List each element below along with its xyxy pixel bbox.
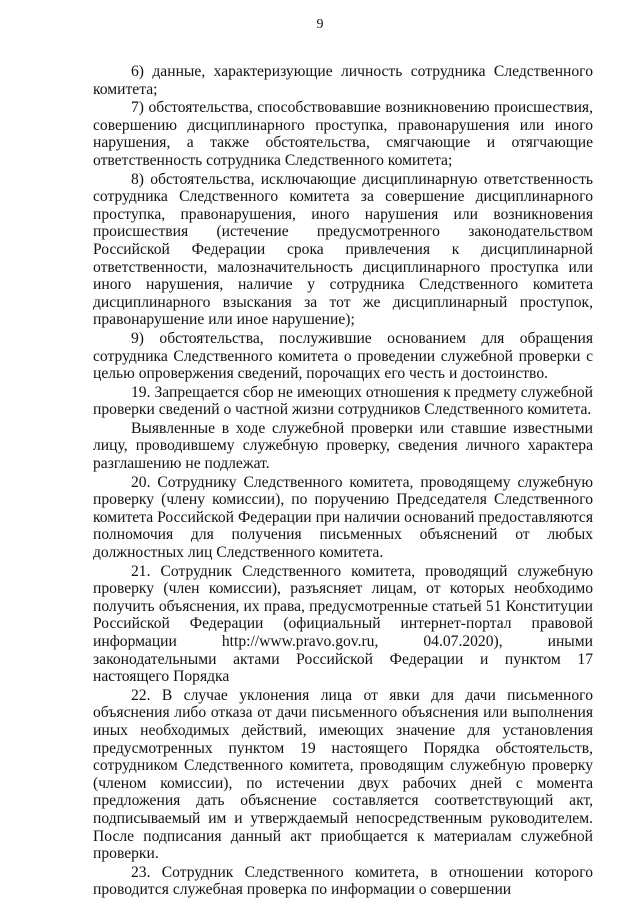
paragraph-item-9: 9) обстоятельства, послужившие основанием для обращения сотрудника Следственного комитета о проведении служебной проверки с целью опровержения сведений, порочащих его честь и достоинство. <box>93 329 593 383</box>
document-body <box>93 63 593 900</box>
paragraph-clause-20: 20. Сотруднику Следственного комитета, проводящему служебную проверку (члену комиссии), по поручению Председателя Следственного комитета Российской Федерации при наличии оснований предоставляются полномочия для получения письменных объяснений от любых должностных лиц Следственного комитета. <box>93 473 593 562</box>
paragraph-clause-23: 23. Сотрудник Следственного комитета, в отношении которого проводится служебная проверка по информации о совершении <box>93 863 593 899</box>
paragraph-clause-21: 21. Сотрудник Следственного комитета, проводящий служебную проверку (член комиссии), разъясняет лицам, от которых необходимо получить объяснения, их права, предусмотренные статьей 51 Конституции Российской Федерации (официальный интернет-портал правовой информации http://www.pravo.gov.ru, 04.07.2020), иными законодательными актами Российской Федерации и пунктом 17 настоящего Порядка <box>93 562 593 686</box>
paragraph-clause-22: 22. В случае уклонения лица от явки для дачи письменного объяснения либо отказа от дачи письменного объяснения или выполнения иных необходимых действий, имеющих значение для установления предусмотренных пунктом 19 настоящего Порядка обстоятельств, сотрудником Следственного комитета, проводящим служебную проверку (членом комиссии), по истечении двух рабочих дней с момента предложения дать объяснение составляется соответствующий акт, подписываемый им и утверждаемый непосредственным руководителем. После подписания данный акт приобщается к материалам служебной проверки. <box>93 686 593 863</box>
paragraph-item-6: 6) данные, характеризующие личность сотрудника Следственного комитета; <box>93 63 593 98</box>
paragraph-clause-19: 19. Запрещается сбор не имеющих отношения к предмету служебной проверки сведений о частной жизни сотрудников Следственного комитета. <box>93 383 593 419</box>
paragraph-item-8: 8) обстоятельства, исключающие дисциплинарную ответственность сотрудника Следственного комитета за совершение дисциплинарного проступка, правонарушения, иного нарушения или возникновения происшествия (истечение предусмотренного законодательством Российской Федерации срока привлечения к дисциплинарной ответственности, малозначительность дисциплинарного проступка или иного нарушения, наличие у сотрудника Следственного комитета дисциплинарного взыскания за тот же дисциплинарный проступок, правонарушение или иное нарушение); <box>93 170 593 329</box>
page-number: 9 <box>316 17 324 32</box>
paragraph-item-7: 7) обстоятельства, способствовавшие возникновению происшествия, совершению дисциплинарного проступка, правонарушения или иного нарушения, а также обстоятельства, смягчающие и отягчающие ответственность сотрудника Следственного комитета; <box>93 99 593 169</box>
paragraph-clause-19-continued: Выявленные в ходе служебной проверки или ставшие известными лицу, проводившему служебную проверку, сведения личного характера разглашению не подлежат. <box>93 419 593 473</box>
